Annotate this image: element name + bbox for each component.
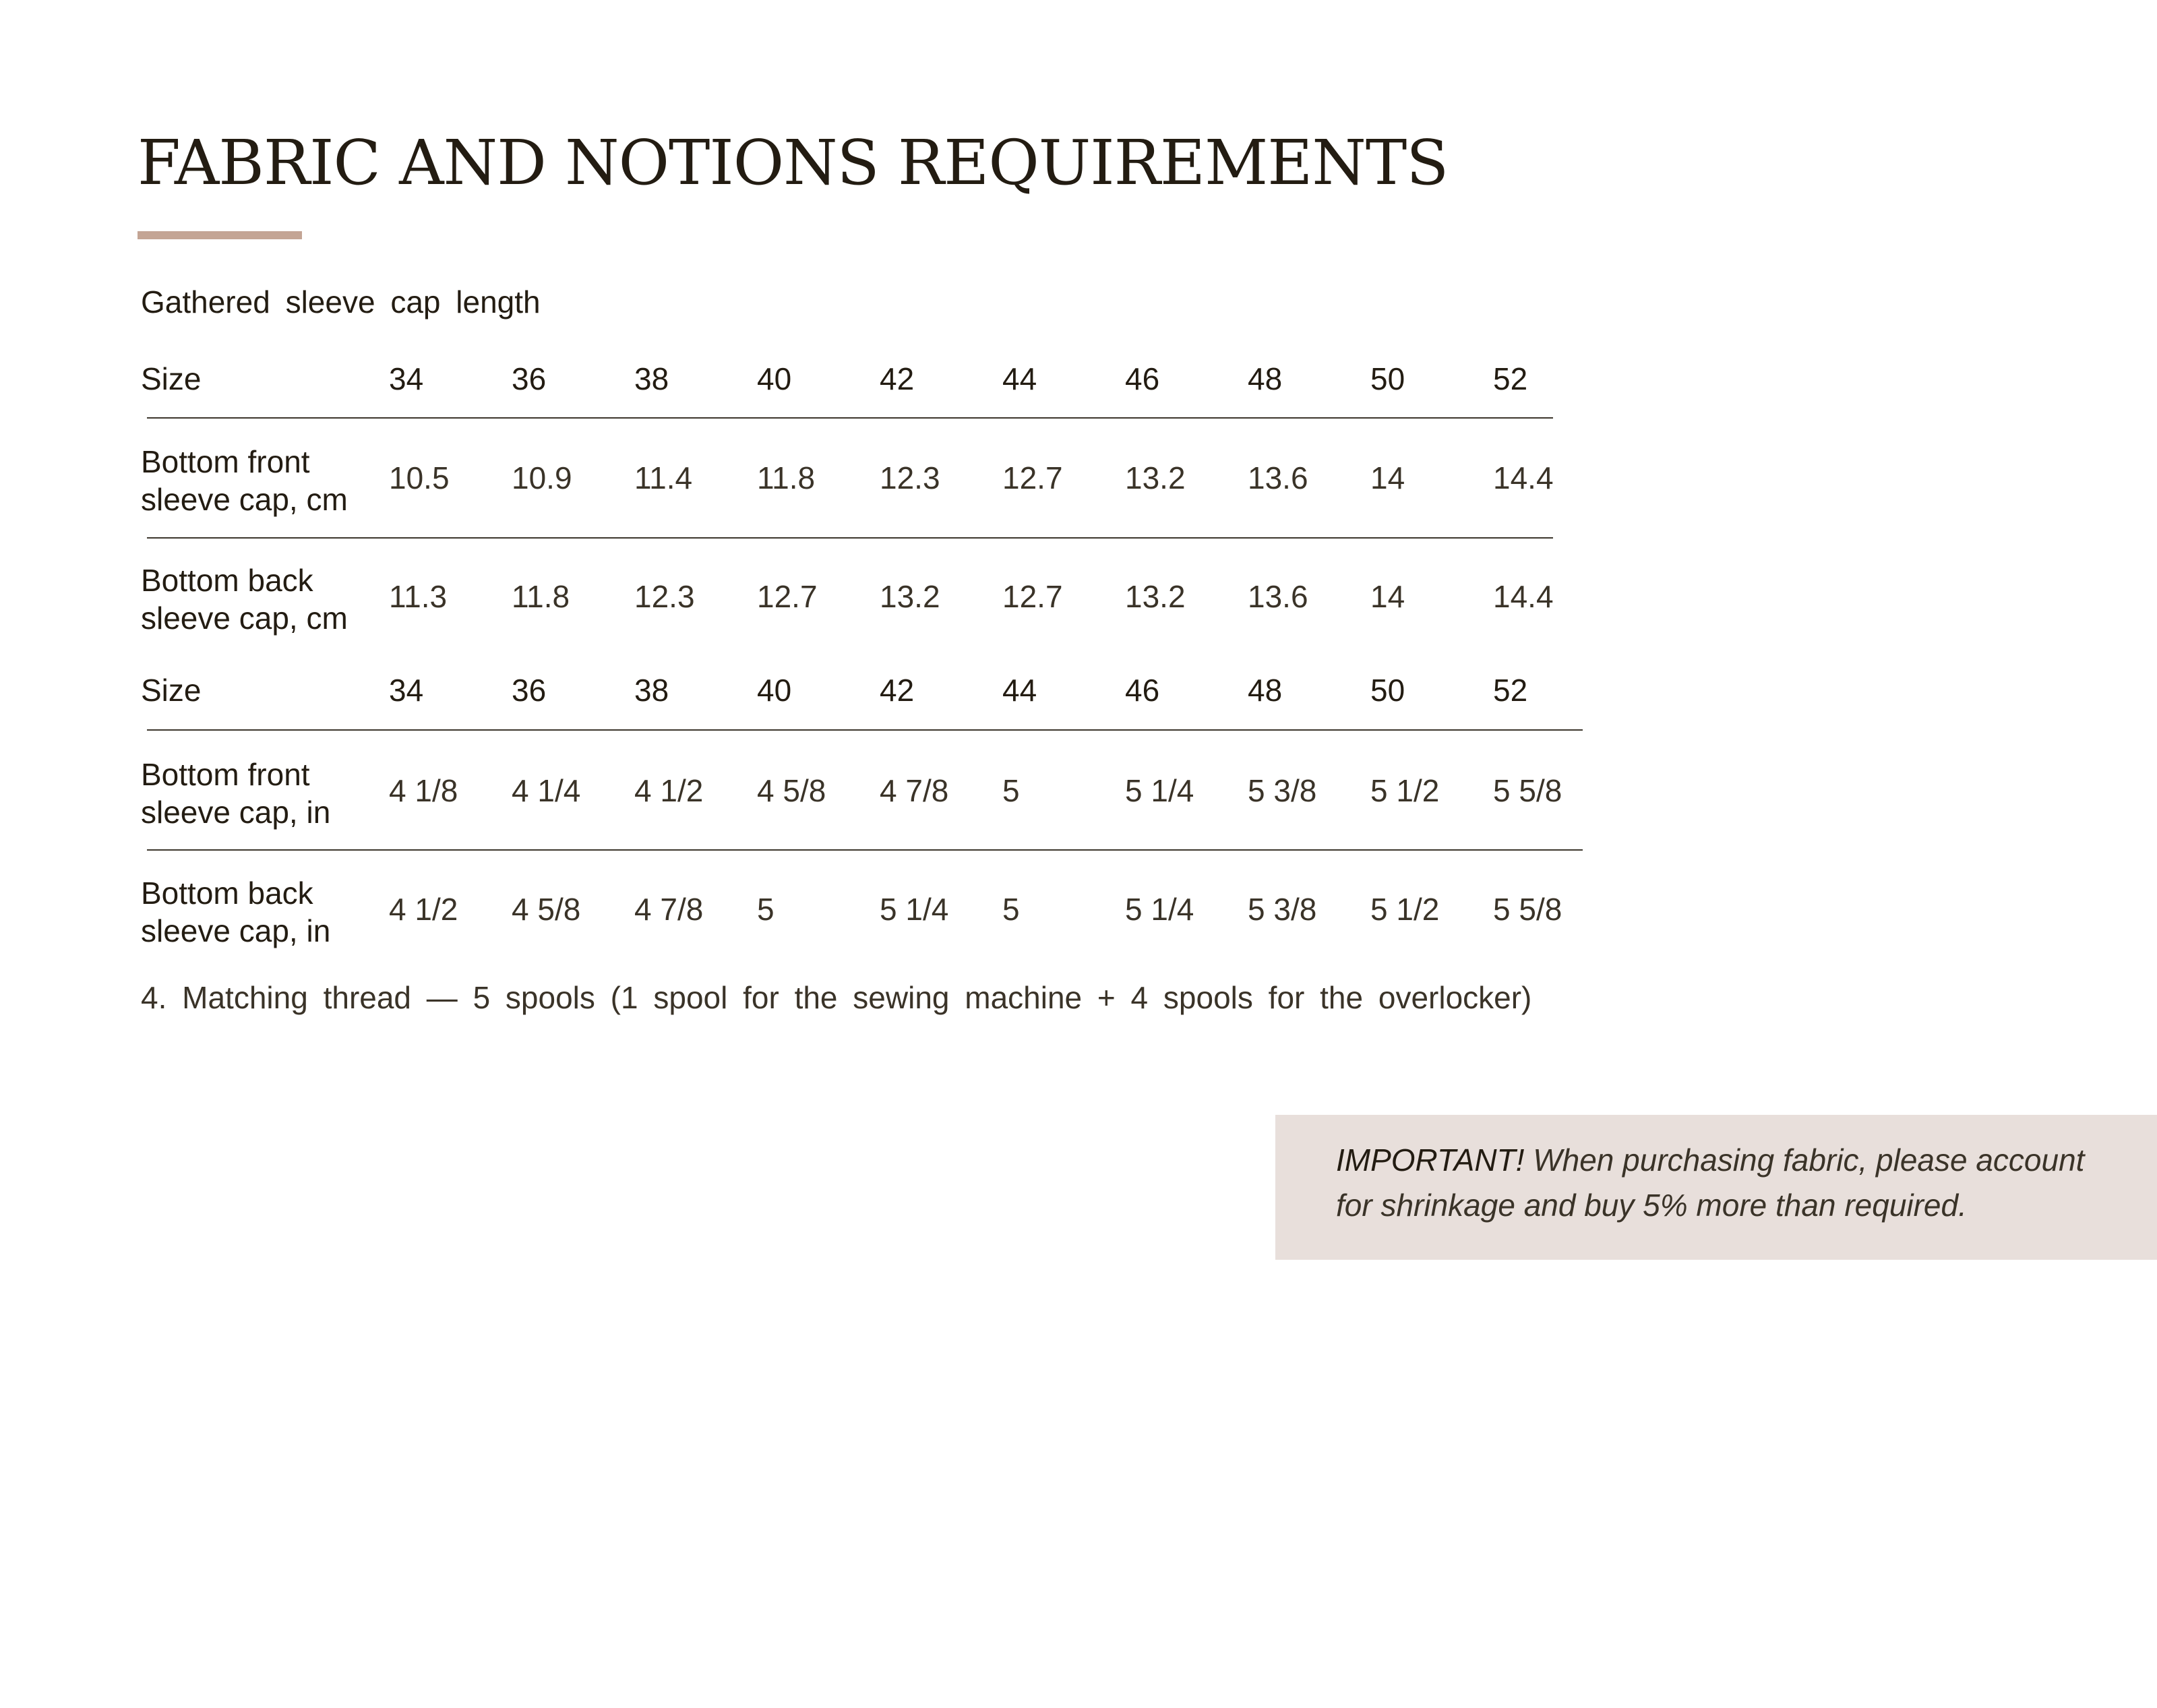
row-label-line: sleeve cap, cm xyxy=(141,482,348,517)
value-cell: 14 xyxy=(1370,579,1405,614)
row-label-line: Bottom back xyxy=(141,876,313,911)
size-cell: 42 xyxy=(880,673,915,708)
size-cell: 38 xyxy=(634,673,669,708)
value-cell: 12.7 xyxy=(1002,460,1063,495)
size-cell: 40 xyxy=(757,673,792,708)
value-cell: 12.7 xyxy=(757,579,818,614)
row-label-line: sleeve cap, cm xyxy=(141,601,348,636)
size-cell: 48 xyxy=(1248,361,1283,396)
value-cell: 4 1/2 xyxy=(634,773,704,808)
section-label: Gathered sleeve cap length xyxy=(141,284,541,319)
value-cell: 4 1/8 xyxy=(389,773,458,808)
table-rule xyxy=(147,849,1583,851)
size-cell: 42 xyxy=(880,361,915,396)
value-cell: 11.3 xyxy=(389,579,448,614)
size-cell: 34 xyxy=(389,361,424,396)
value-cell: 5 1/4 xyxy=(880,892,949,927)
value-cell: 12.3 xyxy=(634,579,695,614)
size-cell: 50 xyxy=(1370,361,1405,396)
value-cell: 10.9 xyxy=(512,460,572,495)
row-label-line: Bottom back xyxy=(141,563,313,598)
size-header-label: Size xyxy=(141,361,202,396)
value-cell: 10.5 xyxy=(389,460,450,495)
title-underline xyxy=(138,231,302,239)
table-rule xyxy=(147,537,1553,539)
table-rule xyxy=(147,417,1553,419)
size-cell: 36 xyxy=(512,673,547,708)
size-cell: 50 xyxy=(1370,673,1405,708)
value-cell: 5 1/4 xyxy=(1125,892,1194,927)
value-cell: 5 3/8 xyxy=(1248,892,1317,927)
value-cell: 4 7/8 xyxy=(880,773,949,808)
value-cell: 4 5/8 xyxy=(757,773,826,808)
size-cell: 36 xyxy=(512,361,547,396)
value-cell: 13.6 xyxy=(1248,460,1308,495)
thread-note: 4. Matching thread — 5 spools (1 spool for the sewing machine + 4 spools for the overlocker) xyxy=(141,980,1532,1015)
value-cell: 5 xyxy=(1002,892,1020,927)
row-label xyxy=(141,561,348,637)
size-cell: 44 xyxy=(1002,673,1037,708)
value-cell: 5 5/8 xyxy=(1493,773,1562,808)
value-cell: 4 7/8 xyxy=(634,892,704,927)
row-label-line: sleeve cap, in xyxy=(141,795,331,830)
row-label xyxy=(141,443,348,518)
value-cell: 12.7 xyxy=(1002,579,1063,614)
size-cell: 48 xyxy=(1248,673,1283,708)
row-label xyxy=(141,756,330,831)
value-cell: 14 xyxy=(1370,460,1405,495)
value-cell: 11.8 xyxy=(757,460,816,495)
important-notice-text xyxy=(1336,1138,2118,1228)
value-cell: 12.3 xyxy=(880,460,940,495)
size-cell: 38 xyxy=(634,361,669,396)
value-cell: 11.4 xyxy=(634,460,693,495)
value-cell: 13.2 xyxy=(1125,579,1186,614)
important-notice xyxy=(1275,1115,2157,1260)
value-cell: 4 1/2 xyxy=(389,892,458,927)
row-label-line: sleeve cap, in xyxy=(141,913,331,948)
page-title: FABRIC AND NOTIONS REQUIREMENTS xyxy=(138,127,1449,199)
value-cell: 13.2 xyxy=(880,579,940,614)
row-label-line: Bottom front xyxy=(141,757,310,792)
table-rule xyxy=(147,729,1583,731)
important-label: IMPORTANT! xyxy=(1336,1142,1525,1178)
value-cell: 13.2 xyxy=(1125,460,1186,495)
value-cell: 13.6 xyxy=(1248,579,1308,614)
value-cell: 5 1/2 xyxy=(1370,773,1440,808)
size-cell: 52 xyxy=(1493,673,1528,708)
value-cell: 11.8 xyxy=(512,579,570,614)
important-message: When purchasing fabric, please account for shrinkage and buy 5% more than required. xyxy=(1336,1142,2085,1223)
value-cell: 14.4 xyxy=(1493,579,1554,614)
value-cell: 5 xyxy=(757,892,774,927)
value-cell: 5 5/8 xyxy=(1493,892,1562,927)
size-cell: 44 xyxy=(1002,361,1037,396)
value-cell: 14.4 xyxy=(1493,460,1554,495)
value-cell: 4 5/8 xyxy=(512,892,581,927)
size-cell: 34 xyxy=(389,673,424,708)
value-cell: 4 1/4 xyxy=(512,773,581,808)
value-cell: 5 1/2 xyxy=(1370,892,1440,927)
value-cell: 5 1/4 xyxy=(1125,773,1194,808)
row-label-line: Bottom front xyxy=(141,444,310,479)
size-cell: 46 xyxy=(1125,673,1160,708)
size-cell: 40 xyxy=(757,361,792,396)
size-cell: 46 xyxy=(1125,361,1160,396)
row-label xyxy=(141,874,330,950)
size-cell: 52 xyxy=(1493,361,1528,396)
size-header-label: Size xyxy=(141,673,202,708)
value-cell: 5 xyxy=(1002,773,1020,808)
value-cell: 5 3/8 xyxy=(1248,773,1317,808)
